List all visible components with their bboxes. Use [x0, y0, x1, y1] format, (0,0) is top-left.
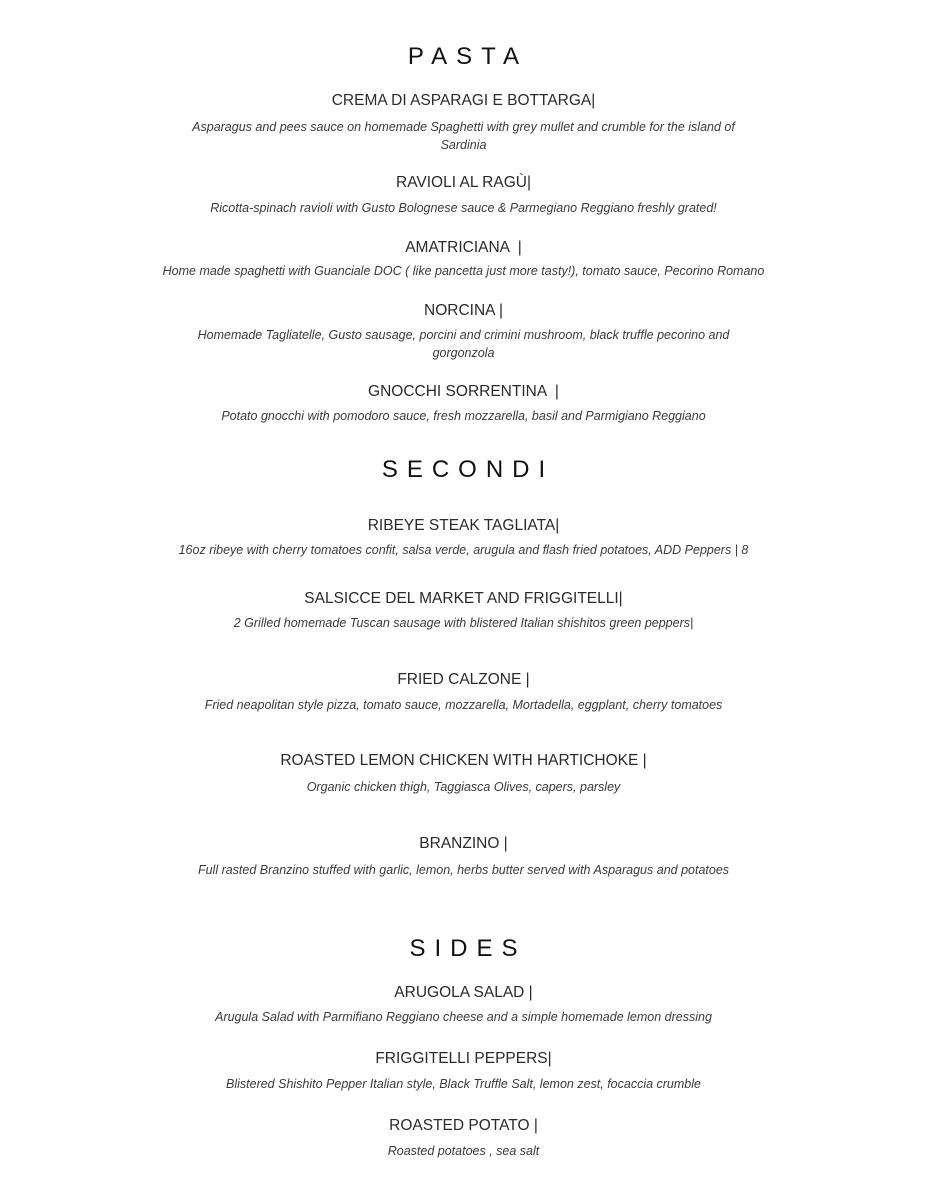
menu-item-description: Fried neapolitan style pizza, tomato sauce, mozzarella, Mortadella, eggplant, cherry tomatoes — [204, 698, 723, 712]
menu-item-description: 16oz ribeye with cherry tomatoes confit, salsa verde, arugula and flash fried potatoes, ADD Peppers | 8 — [178, 543, 749, 557]
menu-item-description: Full rasted Branzino stuffed with garlic, lemon, herbs butter served with Asparagus and potatoes — [197, 863, 730, 877]
menu-item-description: Homemade Tagliatelle, Gusto sausage, porcini and crimini mushroom, black truffle pecorino and gorgonzola — [197, 328, 730, 360]
menu-item-name: GNOCCHI SORRENTINA | — [368, 383, 559, 400]
menu-item-name: ROASTED POTATO | — [389, 1117, 538, 1134]
section-title-pasta: PASTA — [407, 43, 529, 70]
menu-item-description: 2 Grilled homemade Tuscan sausage with blistered Italian shishitos green peppers| — [233, 616, 694, 630]
menu-item-name: FRIED CALZONE | — [397, 671, 530, 688]
menu-item-name: RAVIOLI AL RAGÙ| — [396, 174, 531, 191]
menu-item-description: Potato gnocchi with pomodoro sauce, fresh mozzarella, basil and Parmigiano Reggiano — [221, 409, 706, 423]
menu-item-description: Asparagus and pees sauce on homemade Spaghetti with grey mullet and crumble for the island of Sardinia — [192, 120, 735, 152]
menu-item-description: Roasted potatoes , sea salt — [387, 1144, 540, 1158]
menu-item-name: FRIGGITELLI PEPPERS| — [375, 1050, 552, 1067]
menu-item-description: Ricotta-spinach ravioli with Gusto Bolognese sauce & Parmegiano Reggiano freshly grated! — [210, 201, 717, 215]
menu-item-name: AMATRICIANA | — [405, 239, 522, 256]
menu-item-description: Organic chicken thigh, Taggiasca Olives, capers, parsley — [306, 780, 621, 794]
menu-item-name: ARUGOLA SALAD | — [394, 984, 533, 1001]
menu-item-name: SALSICCE DEL MARKET AND FRIGGITELLI| — [304, 590, 623, 607]
menu-item-description: Home made spaghetti with Guanciale DOC ( like pancetta just more tasty!), tomato sauce, Pecorino Romano — [162, 264, 765, 278]
menu-item-description: Blistered Shishito Pepper Italian style, Black Truffle Salt, lemon zest, focaccia crumble — [226, 1077, 701, 1091]
menu-item-name: NORCINA | — [424, 302, 503, 319]
section-title-sides: SIDES — [409, 935, 527, 962]
section-title-secondi: SECONDI — [381, 456, 555, 483]
menu-item-name: RIBEYE STEAK TAGLIATA| — [367, 517, 560, 534]
menu-item-name: BRANZINO | — [419, 835, 508, 852]
menu-item-name: CREMA DI ASPARAGI E BOTTARGA| — [331, 92, 596, 109]
menu-item-name: ROASTED LEMON CHICKEN WITH HARTICHOKE | — [280, 752, 647, 769]
menu-item-description: Arugula Salad with Parmifiano Reggiano cheese and a simple homemade lemon dressing — [215, 1010, 712, 1024]
